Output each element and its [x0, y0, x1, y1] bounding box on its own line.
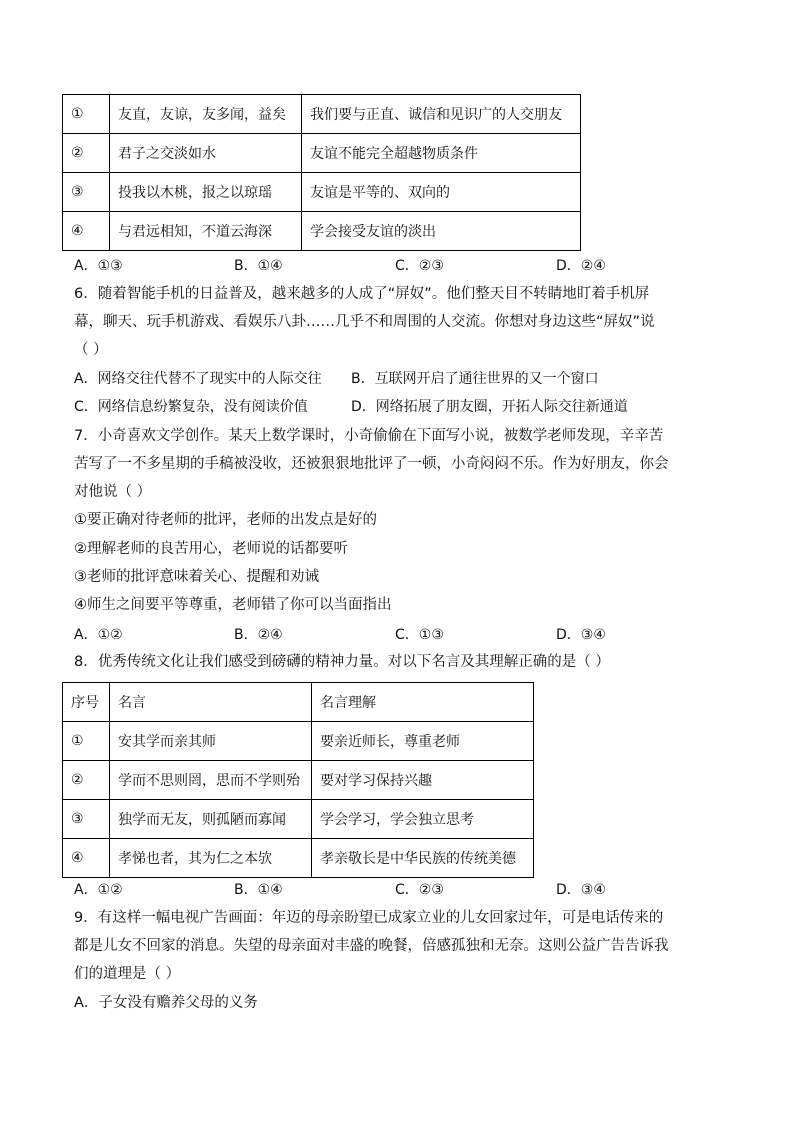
q5-options	[74, 255, 714, 275]
table1-row	[63, 95, 581, 134]
q8-option-c[interactable]: C．②③	[395, 882, 444, 898]
q7-option-d[interactable]: D．③④	[556, 627, 606, 643]
q7-statement-4: ④师生之间要平等尊重，老师错了你可以当面指出	[74, 597, 392, 613]
q8-option-d[interactable]: D．③④	[556, 882, 606, 898]
table2-cell: 要对学习保持兴趣	[312, 761, 534, 800]
q5-option-b[interactable]: B．①④	[234, 258, 283, 274]
table1-cell: 友谊不能完全超越物质条件	[302, 134, 581, 173]
table2-cell: ①	[63, 722, 110, 761]
table2-cell: ④	[63, 839, 110, 878]
q6-option-d[interactable]: D．网络拓展了朋友圈，开拓人际交往新通道	[351, 399, 628, 415]
table1-row	[63, 212, 581, 251]
table1-cell: 与君远相知，不道云海深	[110, 212, 302, 251]
q7-option-c[interactable]: C．①③	[395, 627, 444, 643]
q8-option-a[interactable]: A．①②	[74, 882, 123, 898]
q7-stem-line-3: 对他说（ ）	[74, 484, 152, 500]
q7-statement-1: ①要正确对待老师的批评，老师的出发点是好的	[74, 512, 377, 528]
table2-cell: 要亲近师长，尊重老师	[312, 722, 534, 761]
q9-option-a[interactable]: A．子女没有赡养父母的义务	[74, 995, 258, 1011]
table2-cell: 孝亲敬长是中华民族的传统美德	[312, 839, 534, 878]
table2-cell: 学会学习，学会独立思考	[312, 800, 534, 839]
q9-stem-line-1: 9．有这样一幅电视广告画面：年迈的母亲盼望已成家立业的儿女回家过年，可是电话传来的	[74, 910, 664, 926]
q5-option-a[interactable]: A．①③	[74, 258, 123, 274]
table1-cell: 友直，友谅，友多闻，益矣	[110, 95, 302, 134]
table1-cell: ④	[63, 212, 110, 251]
q9-stem-line-3: 们的道理是（ ）	[74, 966, 181, 982]
table2-header-row	[63, 683, 534, 722]
table2-cell: 孝悌也者，其为仁之本欤	[110, 839, 312, 878]
table1-row	[63, 134, 581, 173]
table2-cell: 安其学而亲其师	[110, 722, 312, 761]
table1-cell: ①	[63, 95, 110, 134]
table1-cell: 友谊是平等的、双向的	[302, 173, 581, 212]
table1-cell: ③	[63, 173, 110, 212]
q6-option-a[interactable]: A．网络交往代替不了现实中的人际交往	[74, 371, 322, 387]
q7-option-b[interactable]: B．②④	[234, 627, 283, 643]
q9-stem-line-2: 都是儿女不回家的消息。失望的母亲面对丰盛的晚餐，倍感孤独和无奈。这则公益广告告诉我	[74, 938, 669, 954]
q7-statement-3: ③老师的批评意味着关心、提醒和劝诫	[74, 569, 319, 585]
table2-header-cell: 序号	[63, 683, 110, 722]
q8-stem: 8．优秀传统文化让我们感受到磅礴的精神力量。对以下名言及其理解正确的是（ ）	[74, 654, 610, 670]
q7-options	[74, 624, 714, 644]
table2-header-cell: 名言	[110, 683, 312, 722]
q7-stem-line-1: 7．小奇喜欢文学创作。某天上数学课时，小奇偷偷在下面写小说，被数学老师发现，辛辛苦	[74, 428, 664, 444]
q8-options	[74, 879, 714, 899]
table2-cell: 学而不思则罔，思而不学则殆	[110, 761, 312, 800]
q6-stem-line-3: （ ）	[74, 342, 108, 358]
table2-header-cell: 名言理解	[312, 683, 534, 722]
table1-row	[63, 173, 581, 212]
famous-quotes-table	[62, 682, 534, 878]
q6-stem-line-2: 幕，聊天、玩手机游戏、看娱乐八卦……几乎不和周围的人交流。你想对身边这些“屏奴”说	[74, 314, 655, 330]
q5-option-d[interactable]: D．②④	[556, 258, 606, 274]
q5-option-c[interactable]: C．②③	[395, 258, 444, 274]
q7-stem-line-2: 苦写了一不多星期的手稿被没收，还被狠狠地批评了一顿，小奇闷闷不乐。作为好朋友，你会	[74, 456, 669, 472]
q7-statement-2: ②理解老师的良苦用心，老师说的话都要听	[74, 541, 348, 557]
q6-stem-line-1: 6．随着智能手机的日益普及，越来越多的人成了“屏奴”。他们整天目不转睛地盯着手机屏	[74, 286, 650, 302]
table1-cell: 学会接受友谊的淡出	[302, 212, 581, 251]
q6-option-c[interactable]: C．网络信息纷繁复杂，没有阅读价值	[74, 399, 308, 415]
table1-cell: 我们要与正直、诚信和见识广的人交朋友	[302, 95, 581, 134]
table1-cell: 投我以木桃，报之以琼瑶	[110, 173, 302, 212]
q8-option-b[interactable]: B．①④	[234, 882, 283, 898]
table2-row	[63, 761, 534, 800]
table2-cell: 独学而无友，则孤陋而寡闻	[110, 800, 312, 839]
table2-row	[63, 722, 534, 761]
q6-options-row-2	[74, 396, 714, 416]
friendship-quotes-table	[62, 94, 581, 251]
table2-cell: ③	[63, 800, 110, 839]
table2-row	[63, 839, 534, 878]
table2-row	[63, 800, 534, 839]
table1-cell: ②	[63, 134, 110, 173]
q6-options-row-1	[74, 368, 714, 388]
q6-option-b[interactable]: B．互联网开启了通往世界的又一个窗口	[351, 371, 599, 387]
table1-cell: 君子之交淡如水	[110, 134, 302, 173]
q7-option-a[interactable]: A．①②	[74, 627, 123, 643]
table2-cell: ②	[63, 761, 110, 800]
